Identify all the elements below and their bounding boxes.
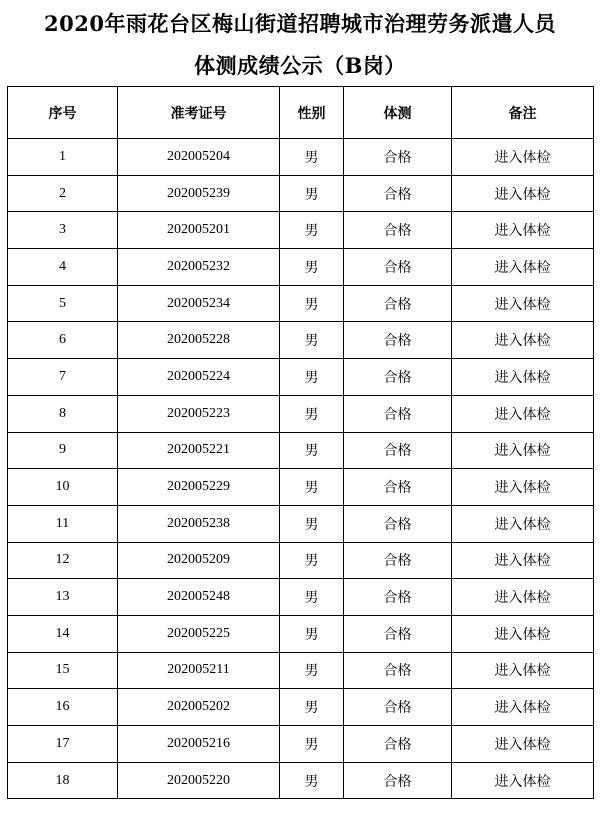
cell-remarks: 进入体检 bbox=[452, 579, 594, 616]
cell-gender: 男 bbox=[280, 212, 344, 249]
cell-remarks: 进入体检 bbox=[452, 395, 594, 432]
cell-remarks: 进入体检 bbox=[452, 212, 594, 249]
cell-exam-id: 202005216 bbox=[118, 726, 280, 763]
cell-exam-id: 202005202 bbox=[118, 689, 280, 726]
cell-physical-test: 合格 bbox=[344, 432, 452, 469]
cell-physical-test: 合格 bbox=[344, 579, 452, 616]
cell-remarks: 进入体检 bbox=[452, 249, 594, 286]
table-row bbox=[8, 652, 594, 689]
cell-physical-test: 合格 bbox=[344, 249, 452, 286]
cell-exam-id: 202005232 bbox=[118, 249, 280, 286]
cell-seq: 8 bbox=[8, 395, 118, 432]
cell-gender: 男 bbox=[280, 432, 344, 469]
cell-gender: 男 bbox=[280, 505, 344, 542]
cell-gender: 男 bbox=[280, 469, 344, 506]
cell-seq: 2 bbox=[8, 175, 118, 212]
cell-exam-id: 202005209 bbox=[118, 542, 280, 579]
cell-gender: 男 bbox=[280, 542, 344, 579]
cell-exam-id: 202005225 bbox=[118, 615, 280, 652]
cell-remarks: 进入体检 bbox=[452, 139, 594, 176]
cell-exam-id: 202005228 bbox=[118, 322, 280, 359]
cell-remarks: 进入体检 bbox=[452, 542, 594, 579]
cell-gender: 男 bbox=[280, 249, 344, 286]
cell-remarks: 进入体检 bbox=[452, 615, 594, 652]
header-physical-test: 体测 bbox=[344, 87, 452, 139]
cell-gender: 男 bbox=[280, 579, 344, 616]
table-row bbox=[8, 175, 594, 212]
cell-exam-id: 202005201 bbox=[118, 212, 280, 249]
table-header-row bbox=[8, 87, 594, 139]
table-row bbox=[8, 579, 594, 616]
table-row bbox=[8, 212, 594, 249]
cell-exam-id: 202005220 bbox=[118, 762, 280, 799]
table-row bbox=[8, 395, 594, 432]
header-exam-id: 准考证号 bbox=[118, 87, 280, 139]
title-line-2: 体测成绩公示（B岗） bbox=[194, 53, 406, 78]
table-row bbox=[8, 726, 594, 763]
table-row bbox=[8, 615, 594, 652]
table-row bbox=[8, 762, 594, 799]
cell-seq: 17 bbox=[8, 726, 118, 763]
cell-physical-test: 合格 bbox=[344, 652, 452, 689]
cell-physical-test: 合格 bbox=[344, 175, 452, 212]
cell-seq: 18 bbox=[8, 762, 118, 799]
cell-physical-test: 合格 bbox=[344, 212, 452, 249]
title-line-1: 2020年雨花台区梅山街道招聘城市治理劳务派遣人员 bbox=[44, 11, 556, 36]
cell-remarks: 进入体检 bbox=[452, 175, 594, 212]
table-row bbox=[8, 285, 594, 322]
cell-seq: 3 bbox=[8, 212, 118, 249]
cell-seq: 10 bbox=[8, 469, 118, 506]
cell-remarks: 进入体检 bbox=[452, 652, 594, 689]
cell-exam-id: 202005234 bbox=[118, 285, 280, 322]
cell-remarks: 进入体检 bbox=[452, 359, 594, 396]
table-row bbox=[8, 359, 594, 396]
cell-remarks: 进入体检 bbox=[452, 726, 594, 763]
cell-remarks: 进入体检 bbox=[452, 285, 594, 322]
table-row bbox=[8, 505, 594, 542]
cell-gender: 男 bbox=[280, 762, 344, 799]
cell-seq: 15 bbox=[8, 652, 118, 689]
cell-gender: 男 bbox=[280, 689, 344, 726]
cell-exam-id: 202005224 bbox=[118, 359, 280, 396]
cell-seq: 7 bbox=[8, 359, 118, 396]
cell-remarks: 进入体检 bbox=[452, 689, 594, 726]
cell-physical-test: 合格 bbox=[344, 285, 452, 322]
cell-exam-id: 202005204 bbox=[118, 139, 280, 176]
table-row bbox=[8, 139, 594, 176]
header-gender: 性别 bbox=[280, 87, 344, 139]
table-row bbox=[8, 542, 594, 579]
cell-exam-id: 202005239 bbox=[118, 175, 280, 212]
cell-physical-test: 合格 bbox=[344, 505, 452, 542]
header-remarks: 备注 bbox=[452, 87, 594, 139]
cell-exam-id: 202005221 bbox=[118, 432, 280, 469]
cell-exam-id: 202005229 bbox=[118, 469, 280, 506]
cell-physical-test: 合格 bbox=[344, 395, 452, 432]
cell-physical-test: 合格 bbox=[344, 469, 452, 506]
cell-exam-id: 202005248 bbox=[118, 579, 280, 616]
cell-gender: 男 bbox=[280, 175, 344, 212]
cell-seq: 16 bbox=[8, 689, 118, 726]
cell-gender: 男 bbox=[280, 395, 344, 432]
cell-gender: 男 bbox=[280, 615, 344, 652]
table-row bbox=[8, 322, 594, 359]
cell-seq: 6 bbox=[8, 322, 118, 359]
cell-exam-id: 202005211 bbox=[118, 652, 280, 689]
results-table bbox=[7, 86, 594, 799]
cell-seq: 1 bbox=[8, 139, 118, 176]
table-row bbox=[8, 469, 594, 506]
cell-remarks: 进入体检 bbox=[452, 505, 594, 542]
cell-physical-test: 合格 bbox=[344, 726, 452, 763]
cell-seq: 11 bbox=[8, 505, 118, 542]
cell-physical-test: 合格 bbox=[344, 359, 452, 396]
cell-seq: 12 bbox=[8, 542, 118, 579]
cell-gender: 男 bbox=[280, 322, 344, 359]
cell-gender: 男 bbox=[280, 139, 344, 176]
cell-seq: 5 bbox=[8, 285, 118, 322]
cell-remarks: 进入体检 bbox=[452, 322, 594, 359]
cell-seq: 9 bbox=[8, 432, 118, 469]
cell-physical-test: 合格 bbox=[344, 615, 452, 652]
cell-gender: 男 bbox=[280, 285, 344, 322]
cell-seq: 4 bbox=[8, 249, 118, 286]
table-row bbox=[8, 689, 594, 726]
cell-gender: 男 bbox=[280, 359, 344, 396]
cell-physical-test: 合格 bbox=[344, 322, 452, 359]
cell-seq: 14 bbox=[8, 615, 118, 652]
cell-remarks: 进入体检 bbox=[452, 762, 594, 799]
cell-remarks: 进入体检 bbox=[452, 432, 594, 469]
cell-exam-id: 202005223 bbox=[118, 395, 280, 432]
cell-physical-test: 合格 bbox=[344, 542, 452, 579]
cell-physical-test: 合格 bbox=[344, 762, 452, 799]
cell-gender: 男 bbox=[280, 726, 344, 763]
header-seq: 序号 bbox=[8, 87, 118, 139]
cell-exam-id: 202005238 bbox=[118, 505, 280, 542]
cell-seq: 13 bbox=[8, 579, 118, 616]
cell-gender: 男 bbox=[280, 652, 344, 689]
table-row bbox=[8, 432, 594, 469]
cell-physical-test: 合格 bbox=[344, 689, 452, 726]
cell-remarks: 进入体检 bbox=[452, 469, 594, 506]
document-title bbox=[0, 0, 600, 86]
table-body bbox=[8, 139, 594, 799]
table-row bbox=[8, 249, 594, 286]
cell-physical-test: 合格 bbox=[344, 139, 452, 176]
